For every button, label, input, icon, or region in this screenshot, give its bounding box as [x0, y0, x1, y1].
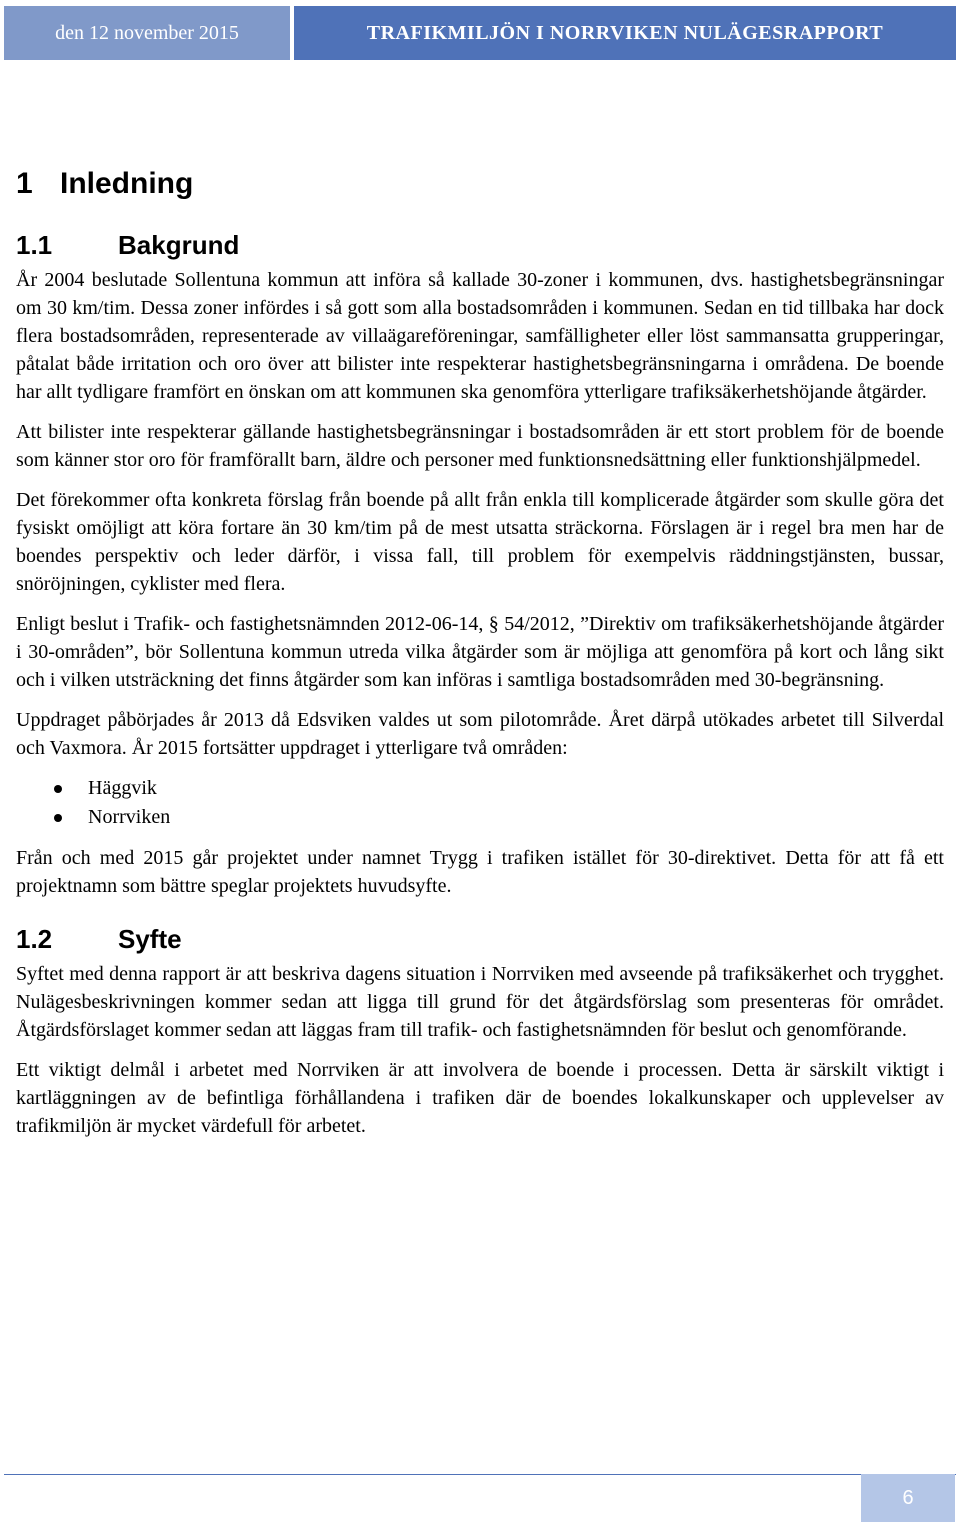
- paragraph: Det förekommer ofta konkreta förslag från boende på allt från enkla till komplicerade åtgärder som skulle göra det fysiskt omöjligt att köra fortare än 30 km/tim på de mest utsatta sträckorna. Förslagen är i regel bra men har de boendes perspektiv och leder därför, i vissa fall, till problem för exempelvis räddningstjänsten, bussar, snöröjningen, cyklister med flera.: [16, 489, 944, 595]
- paragraph: Enligt beslut i Trafik- och fastighetsnämnden 2012-06-14, § 54/2012, ”Direktiv om trafiksäkerhetshöjande åtgärder i 30-områden”, bör Sollentuna kommun utreda vilka åtgärder som är möjliga att genomföra på kort och lång sikt och i vilken utsträckning det finns åtgärder som kan införas i samtliga bostadsområden med 30-begränsning.: [16, 613, 944, 691]
- page-header: [4, 6, 956, 60]
- document-body: [16, 160, 944, 1152]
- section-number: 1.2: [16, 924, 53, 954]
- chapter-title: Inledning: [60, 167, 194, 200]
- bullet-icon: [54, 785, 62, 793]
- list-item: [88, 774, 944, 803]
- section-number: 1.1: [16, 230, 53, 260]
- bullet-icon: [54, 814, 62, 822]
- list-item-label: Norrviken: [88, 806, 171, 828]
- paragraph: Ett viktigt delmål i arbetet med Norrviken är att involvera de boende i processen. Detta är särskilt viktigt i kartläggningen av de befintliga förhållandena i trafiken där de boendes lokalkunskaper och upplevelser av trafikmiljön är mycket värdefull för arbetet.: [16, 1059, 944, 1137]
- footer-divider: [4, 1474, 956, 1475]
- paragraph: Syftet med denna rapport är att beskriva dagens situation i Norrviken med avseende på trafiksäkerhet och trygghet. Nulägesbeskrivningen kommer sedan att ligga till grund för det åtgärdsförslag som presenteras för området. Åtgärdsförslaget kommer sedan att läggas fram till trafik- och fastighetsnämnden för beslut och genomförande.: [16, 963, 944, 1041]
- area-list: [16, 774, 944, 832]
- section-title: Bakgrund: [118, 230, 240, 260]
- paragraph: Uppdraget påbörjades år 2013 då Edsviken valdes ut som pilotområde. Året därpå utökades arbetet till Silverdal och Vaxmora. År 2015 fortsätter uppdraget i ytterligare två områden:: [16, 709, 944, 759]
- paragraph: Från och med 2015 går projektet under namnet Trygg i trafiken istället för 30-direktivet. Detta för att få ett projektnamn som bättre speglar projektets huvudsyfte.: [16, 847, 944, 897]
- chapter-heading: [16, 160, 944, 208]
- list-item: [88, 803, 944, 832]
- list-item-label: Häggvik: [88, 777, 157, 799]
- paragraph: År 2004 beslutade Sollentuna kommun att införa så kallade 30-zoner i kommunen, dvs. hastighetsbegränsningar om 30 km/tim. Dessa zoner infördes i så gott som alla bostadsområden i kommunen. Sedan en tid tillbaka har dock flera bostadsområden, representerade av villaägareföreningar, samfälligheter eller löst sammansatta grupperingar, påtalat både irritation och oro över att bilister inte respekterar hastighetsbegränsningarna i områdena. De boende har allt tydligare framfört en önskan om att kommunen ska genomföra ytterligare trafiksäkerhetshöjande åtgärder.: [16, 269, 944, 403]
- chapter-number: 1: [16, 167, 33, 200]
- section-title: Syfte: [118, 924, 182, 954]
- header-date: den 12 november 2015: [4, 6, 290, 60]
- section-heading-bakgrund: [16, 228, 944, 262]
- header-title: TRAFIKMILJÖN I NORRVIKEN NULÄGESRAPPORT: [294, 6, 956, 60]
- paragraph: Att bilister inte respekterar gällande hastighetsbegränsningar i bostadsområden är ett stort problem för de boende som känner stor oro för framförallt barn, äldre och personer med funktionsnedsättning eller funktionshjälpmedel.: [16, 421, 944, 471]
- section-heading-syfte: [16, 922, 944, 956]
- page-number: 6: [861, 1474, 955, 1522]
